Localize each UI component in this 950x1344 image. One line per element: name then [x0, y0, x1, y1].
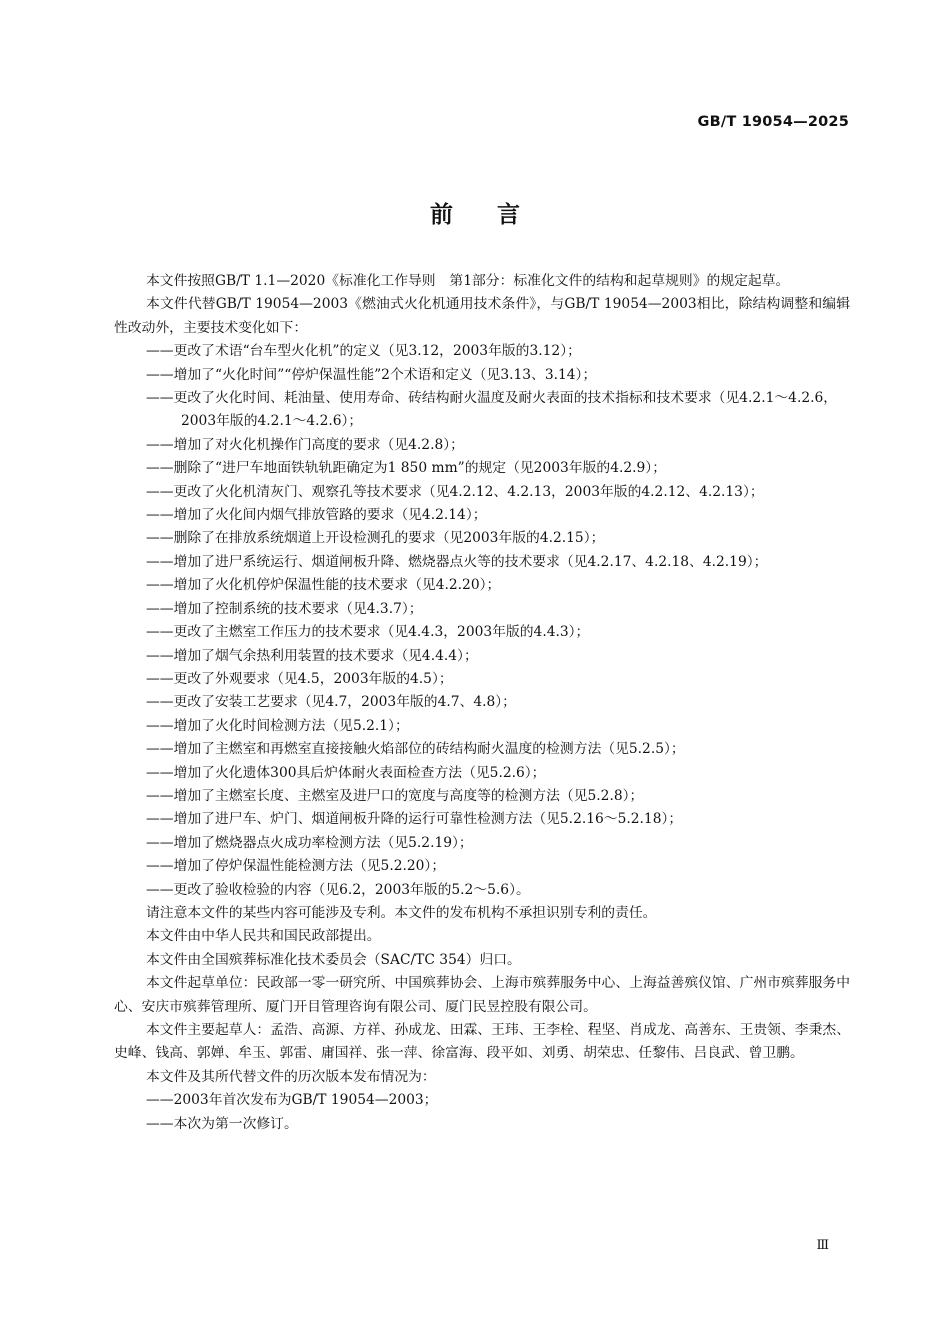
change-item: ——增加了控制系统的技术要求（见4.3.7）；: [146, 600, 423, 617]
paragraph: 本文件按照GB/T 1.1—2020《标准化工作导则 第1部分：标准化文件的结构和起草规则》的规定起草。: [146, 273, 790, 289]
paragraph: 本文件代替GB/T 19054—2003《燃油式火化机通用技术条件》，与GB/T 19054—2003相比，除结构调整和编辑性改动外，主要技术变化如下：: [114, 296, 850, 336]
change-item: ——增加了火化间内烟气排放管路的要求（见4.2.14）；: [146, 507, 487, 524]
change-item: ——更改了安装工艺要求（见4.7，2003年版的4.7、4.8）；: [146, 694, 516, 711]
change-item: ——增加了燃烧器点火成功率检测方法（见5.2.19）；: [146, 834, 473, 851]
change-item: ——增加了主燃室长度、主燃室及进尸口的宽度与高度等的检测方法（见5.2.8）；: [146, 787, 644, 804]
change-item: ——更改了主燃室工作压力的技术要求（见4.4.3，2003年版的4.4.3）；: [146, 624, 590, 641]
change-item: ——更改了火化时间、耗油量、使用寿命、砖结构耐火温度及耐火表面的技术指标和技术要求（见4.2.1～4.2.6，2003年版的4.2.1～4.2.6）；: [146, 390, 838, 430]
standard-code: GB/T 19054—2025: [697, 114, 849, 130]
change-item: ——增加了对火化机操作门高度的要求（见4.2.8）；: [146, 436, 464, 453]
foreword-body: [114, 270, 850, 1136]
change-item: ——更改了术语“台车型火化机”的定义（见3.12，2003年版的3.12）；: [146, 343, 581, 360]
change-item: ——增加了主燃室和再燃室直接接触火焰部位的砖结构耐火温度的检测方法（见5.2.5）；: [146, 741, 685, 758]
change-item: ——删除了在排放系统烟道上开设检测孔的要求（见2003年版的4.2.15）；: [146, 530, 605, 547]
paragraph: 请注意本文件的某些内容可能涉及专利。本文件的发布机构不承担识别专利的责任。: [146, 904, 657, 921]
change-item: ——增加了进尸系统运行、烟道闸板升降、燃烧器点火等的技术要求（见4.2.17、4.2.18、4.2.19）；: [146, 553, 768, 570]
change-item: ——增加了停炉保温性能检测方法（见5.2.20）；: [146, 858, 446, 875]
change-item: ——删除了“进尸车地面铁轨轨距确定为1 850 mm”的规定（见2003年版的4.2.9）；: [146, 460, 666, 477]
change-item: ——更改了验收检验的内容（见6.2，2003年版的5.2～5.6）。: [146, 881, 530, 898]
change-item: ——增加了火化遗体300具后炉体耐火表面检查方法（见5.2.6）；: [146, 764, 546, 781]
change-item: ——增加了进尸车、炉门、烟道闸板升降的运行可靠性检测方法（见5.2.16～5.2.18）；: [146, 811, 683, 828]
paragraph: 本文件主要起草人：孟浩、高源、方祥、孙成龙、田霖、王玮、王李栓、程坚、肖成龙、高善东、王贵领、李秉杰、史峰、钱高、郭婵、牟玉、郭雷、庸国祥、张一萍、徐富海、段平如、刘勇、胡荣忠、任黎伟、吕良武、曾卫鹏。: [114, 1022, 850, 1062]
change-item: ——增加了火化机停炉保温性能的技术要求（见4.2.20）；: [146, 577, 501, 594]
page-title: 前言: [430, 202, 564, 228]
paragraph: 本文件由中华人民共和国民政部提出。: [146, 928, 381, 945]
paragraph: 本文件由全国殡葬标准化技术委员会（SAC/TC 354）归口。: [146, 951, 521, 968]
history-item: ——本次为第一次修订。: [146, 1115, 298, 1132]
paragraph: 本文件起草单位：民政部一零一研究所、中国殡葬协会、上海市殡葬服务中心、上海益善殡仪馆、广州市殡葬服务中心、安庆市殡葬管理所、厦门开目管理咨询有限公司、厦门民昱控股有限公司。: [114, 975, 850, 1015]
paragraph: 本文件及其所代替文件的历次版本发布情况为：: [146, 1068, 436, 1085]
page-number: Ⅲ: [816, 1238, 829, 1253]
history-item: ——2003年首次发布为GB/T 19054—2003；: [146, 1092, 438, 1109]
change-item: ——更改了火化机清灰门、观察孔等技术要求（见4.2.12、4.2.13，2003年版的4.2.12、4.2.13）；: [146, 483, 764, 500]
change-item: ——增加了火化时间检测方法（见5.2.1）；: [146, 717, 409, 734]
change-item: ——增加了“火化时间”“停炉保温性能”2个术语和定义（见3.13、3.14）；: [146, 366, 597, 383]
change-item: ——更改了外观要求（见4.5，2003年版的4.5）；: [146, 670, 453, 687]
change-item: ——增加了烟气余热利用装置的技术要求（见4.4.4）；: [146, 647, 478, 664]
